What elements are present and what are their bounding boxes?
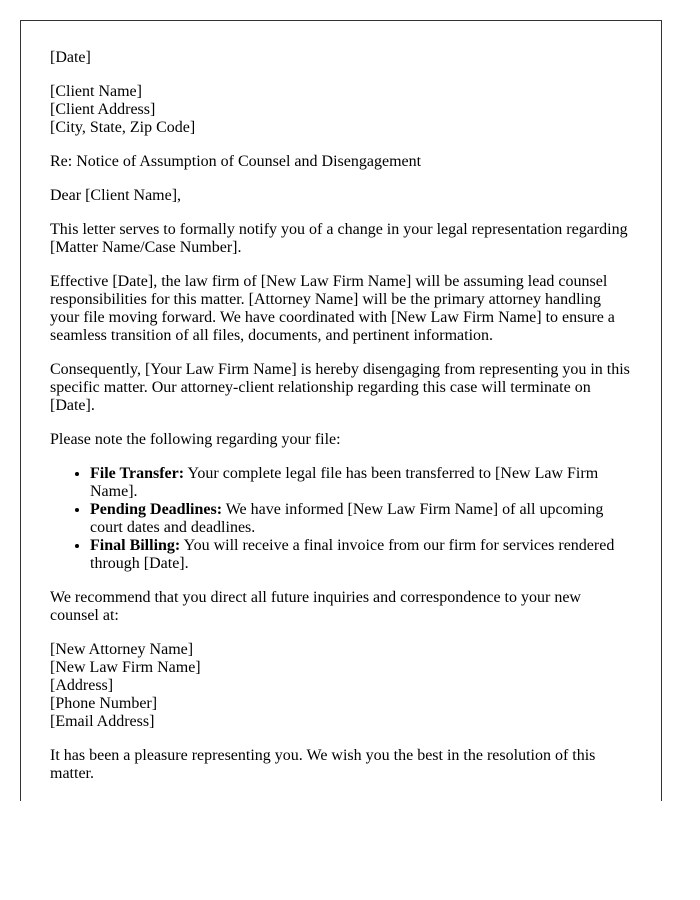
recipient-address: [Client Address] (50, 101, 156, 118)
recommendation-paragraph: We recommend that you direct all future inquiries and correspondence to your new counsel at: (50, 589, 581, 624)
note-label: File Transfer: (90, 465, 185, 482)
new-counsel-phone: [Phone Number] (50, 695, 158, 712)
new-counsel-email: [Email Address] (50, 713, 155, 730)
note-text: We have informed [New Law Firm Name] of all upcoming court dates and deadlines. (90, 501, 604, 536)
salutation: Dear [Client Name], (50, 187, 182, 204)
list-item-pending-deadlines (90, 501, 632, 537)
letter-page (20, 20, 662, 801)
list-item-final-billing (90, 537, 632, 573)
new-counsel-address: [Address] (50, 677, 114, 694)
letter-date: [Date] (50, 49, 91, 66)
recipient-city-state-zip: [City, State, Zip Code] (50, 119, 196, 136)
assumption-paragraph: Effective [Date], the law firm of [New Law Firm Name] will be assuming lead counsel responsibilities for this matter. [Attorney Name] will be the primary attorney handling your file moving forward. We have coordinated with [New Law Firm Name] to ensure a seamless transition of all files, documents, and pertinent information. (50, 273, 615, 344)
note-label: Final Billing: (90, 537, 181, 554)
note-text: You will receive a final invoice from our firm for services rendered through [Date]. (90, 537, 615, 572)
disengagement-paragraph: Consequently, [Your Law Firm Name] is hereby disengaging from representing you in this specific matter. Our attorney-client relationship regarding this case will terminate on [Date]. (50, 361, 630, 414)
new-firm-name: [New Law Firm Name] (50, 659, 201, 676)
new-counsel-block (50, 641, 632, 731)
note-text: Your complete legal file has been transferred to [New Law Firm Name]. (90, 465, 599, 500)
subject-line: Re: Notice of Assumption of Counsel and Disengagement (50, 153, 422, 170)
notes-intro: Please note the following regarding your file: (50, 431, 341, 448)
recipient-name: [Client Name] (50, 83, 142, 100)
list-item-file-transfer (90, 465, 632, 501)
new-attorney-name: [New Attorney Name] (50, 641, 194, 658)
notes-list (50, 465, 632, 573)
closing-paragraph: It has been a pleasure representing you. We wish you the best in the resolution of this matter. (50, 747, 596, 782)
note-label: Pending Deadlines: (90, 501, 223, 518)
intro-paragraph: This letter serves to formally notify you of a change in your legal representation regarding [Matter Name/Case Number]. (50, 221, 628, 256)
recipient-block (50, 83, 632, 137)
